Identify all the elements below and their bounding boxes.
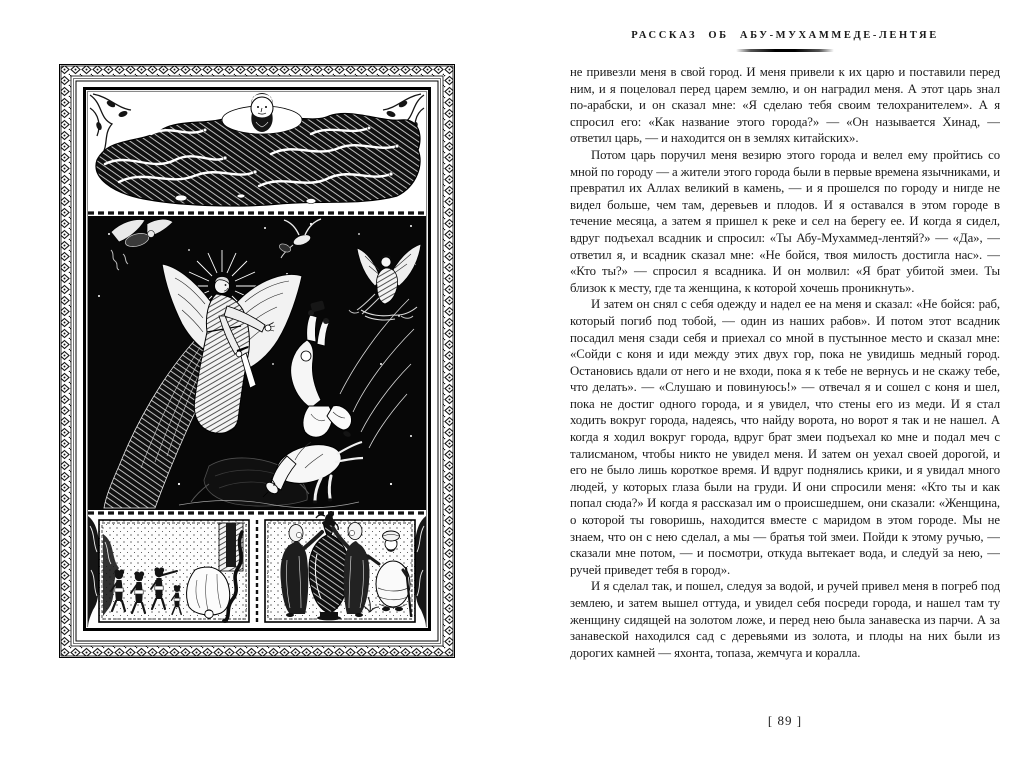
bent-white-figure	[187, 567, 230, 618]
paragraph: не привезли меня в свой город. И меня привели к их царю и поставили перед ним, и я поцеловал перед царем землю, и он наградил меня. А этот царь знал по-арабски, и он сказал мне: «Я сделаю тебя своим телохранителем». А я спросил его: «Как название этого города?» — «Он называется Хинад, — ответил царь, — и находится он в землях китайских».	[570, 65, 1000, 146]
story-text	[570, 64, 1000, 661]
running-head: РАССКАЗ ОБ АБУ-МУХАММЕДЕ-ЛЕНТЯЕ	[631, 30, 939, 41]
paragraph: И я сделал так, и пошел, следуя за водой, и ручей привел меня в погреб под землею, и затем вышел оттуда, и увидел себя посреди города, и нашел там ту женщину сидящей на золотом ложе, и перед нею была занавеска из парчи. А за занавеской находился сад с деревьями из золота, и плоды на них были из дорогих камней — яхонта, топаза, жемчуга и коралла.	[570, 579, 1000, 660]
panel-night-sky	[88, 216, 426, 510]
illustration-svg	[59, 64, 455, 658]
page-number: [ 89 ]	[767, 713, 803, 728]
running-head-rule	[736, 49, 834, 52]
panel-vignettes	[88, 511, 426, 628]
vignette-figures-and-serpent	[99, 520, 249, 623]
illustration-plate	[59, 64, 455, 658]
text-page	[570, 30, 1000, 760]
paragraph: Потом царь поручил меня везирю этого города и велел ему пройтись со мной по городу — а жители этого города были в первые времена язычниками, и превратил их Аллах великий в камень, — и я прошелся по городу и нигде не видел больше, чем там, деревьев и плодов. И я оставался в этом городе в течение месяца, а затем я пришел к реке и сел на берегу ее. И когда я сидел, вдруг подъехал всадник и спросил: «Ты Абу-Мухаммед-лентяй?» — «Да», — ответил я, и всадник сказал мне: «Не бойся, твоя милость достигла нас». — «Кто ты?» — спросил я всадника. И он молвил: «Я брат убитой змеи. Ты близок к месту, где та женщина, к которой хочешь проникнуть».	[570, 147, 1000, 295]
paragraph: И затем он снял с себя одежду и надел ее на меня и сказал: «Не бойся: раб, который погиб под тобой, — один из наших рабов». И потом этот всадник посадил меня сзади себя и приехал со мной в пустынное место и сказал мне: «Сойди с коня и иди между этих двух гор, пока не увидишь медный город. Остановись вдали от него и не входи, пока я к тебе не вернусь и не скажу тебе, что делать». — «Слушаю и повинуюсь!» — отвечал я и сошел с коня и шел, пока не достиг одного города, и я увидел, что стены его из меди. И я стал ходить вокруг города, надеясь, что найду ворота, но ворот я так и не нашел. А когда я ходил вокруг города, вдруг брат змеи подъехал ко мне и подал меч с талисманом, чтобы никто не увидел меня. И затем он уехал своей дорогой, и его не было лишь короткое время. И вдруг поднялись крики, и я увидал много людей, у которых глаза были на груди. И они спросили меня: «Кто ты и как попал сюда?» И когда я рассказал им о происшедшем, они сказали: «Женщина, о которой ты говоришь, находится вместе с маридом в этом городе. Мы не знаем, что он с нею сделал, а мы — братья той змеи. Пойди к этому ручью, — сказали мне потом, — и посмотри, откуда вытекает вода, и следуй за нею, — ручей приведет тебя в город».	[570, 297, 1000, 577]
vignette-jug-scene	[265, 511, 415, 622]
panel-snake-hillside	[88, 92, 426, 210]
